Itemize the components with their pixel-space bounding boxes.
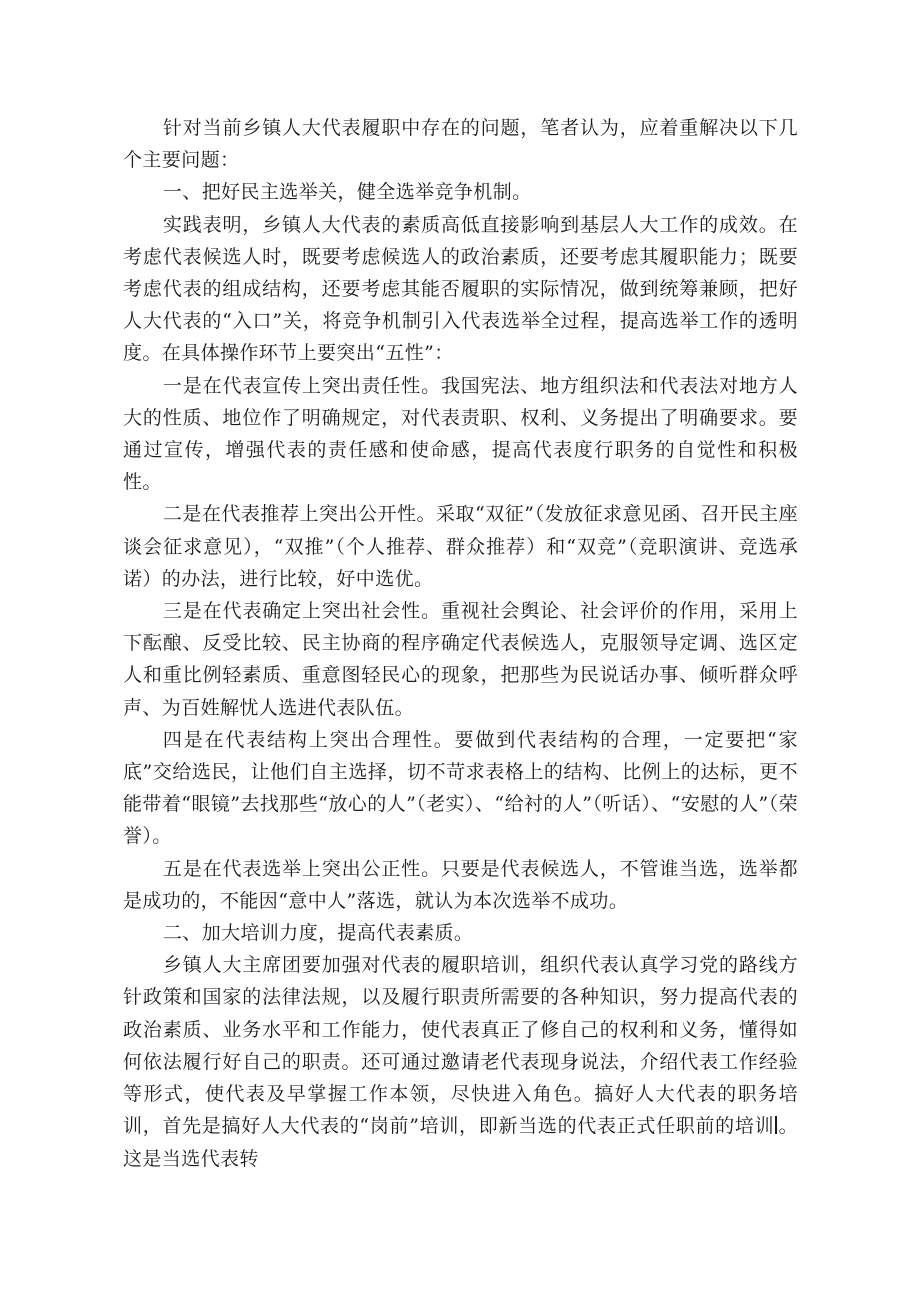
section-heading-2: 二、加大培训力度，提高代表素质。 <box>162 922 474 945</box>
body-paragraph: 二是在代表推荐上突出公开性。采取“双征”（发放征求意见函、召开民主座谈会征求意见），“双推”（个人推荐、群众推荐）和“双竞”（竞职演讲、竞选承诺）的办法，进行比较，好中选优。 <box>123 503 798 590</box>
body-paragraph-last <box>123 949 798 1174</box>
section-heading-1: 一、把好民主选举关，健全选举竞争机制。 <box>162 181 532 204</box>
document-body <box>123 112 798 1175</box>
intro-paragraph: 针对当前乡镇人大代表履职中存在的问题，笔者认为，应着重解决以下几个主要问题： <box>123 117 798 172</box>
body-paragraph: 一是在代表宣传上突出责任性。我国宪法、地方组织法和代表法对地方人大的性质、地位作了明确规定，对代表责职、权利、义务提出了明确要求。要通过宣传，增强代表的责任感和使命感，提高代表度行职务的自觉性和积极性。 <box>123 374 798 494</box>
body-paragraph-text: 乡镇人大主席团要加强对代表的履职培训，组织代表认真学习党的路线方针政策和国家的法律法规，以及履行职责所需要的各种知识，努力提高代表的政治素质、业务水平和工作能力，使代表真正了修自己的权利和义务，懂得如何依法履行好自己的职责。还可通过邀请老代表现身说法，介绍代表工作经验等形式，使代表及早掌握工作本领，尽快进入角色。搞好人大代表的职务培训，首先是搞好人大代表的“岗前”培训，即新当选的代表正式任职前的培训 <box>123 954 798 1138</box>
body-paragraph-tail: 。这是当选代表转 <box>123 1115 798 1170</box>
text-cursor-mark <box>775 1116 777 1134</box>
body-paragraph: 实践表明，乡镇人大代表的素质高低直接影响到基层人大工作的成效。在考虑代表候选人时，既要考虑候选人的政治素质，还要考虑其履职能力；既要考虑代表的组成结构，还要考虑其能否履职的实际情况，做到统筹兼顾，把好人大代表的“入口”关，将竞争机制引入代表选举全过程，提高选举工作的透明度。在具体操作环节上要突出“五性”： <box>123 213 798 365</box>
body-paragraph: 四是在代表结构上突出合理性。要做到代表结构的合理，一定要把“家底”交给选民，让他们自主选择，切不苛求表格上的结构、比例上的达标，更不能带着“眼镜”去找那些“放心的人”（老实）、“给衬的人”（听话）、“安慰的人”（荣誉）。 <box>123 728 798 848</box>
body-paragraph: 三是在代表确定上突出社会性。重视社会舆论、社会评价的作用，采用上下酝酿、反受比较、民主协商的程序确定代表候选人，克服领导定调、选区定人和重比例轻素质、重意图轻民心的现象，把那些为民说话办事、倾听群众呼声、为百姓解忧人选进代表队伍。 <box>123 600 798 719</box>
body-paragraph: 五是在代表选举上突出公正性。只要是代表候选人，不管谁当选，选举都是成功的，不能因“意中人”落选，就认为本次选举不成功。 <box>123 857 798 912</box>
